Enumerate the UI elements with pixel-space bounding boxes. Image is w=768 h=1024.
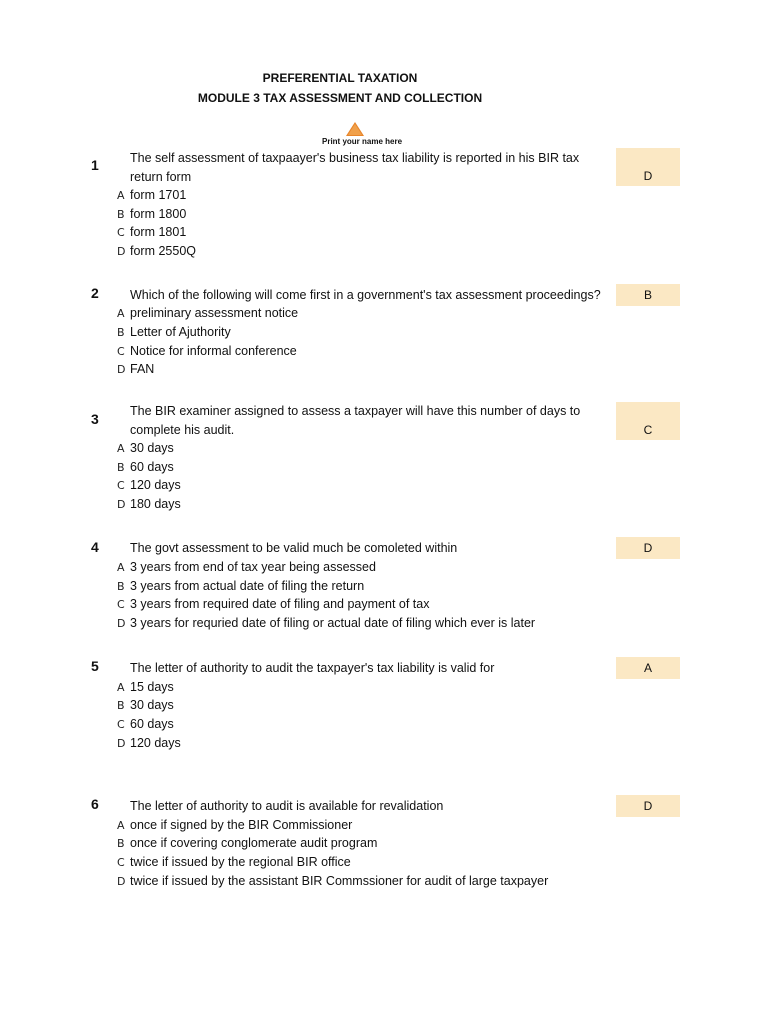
option-letter: B (117, 837, 125, 850)
option-letter: C (117, 226, 125, 239)
answer-cell[interactable]: C (616, 402, 680, 440)
option-text: form 1800 (130, 207, 187, 221)
option-text: Letter of Ajuthority (130, 325, 231, 339)
question-number: 6 (91, 796, 99, 812)
option-letter: A (117, 561, 125, 574)
option-text: 30 days (130, 698, 174, 712)
option-letter: D (117, 875, 126, 888)
option-text: form 2550Q (130, 244, 197, 258)
option-text: 120 days (130, 478, 181, 492)
option-letter: B (117, 461, 125, 474)
option-letter: D (117, 737, 126, 750)
option-letter: C (117, 598, 125, 611)
name-hint-label: Print your name here (322, 137, 403, 146)
module-subtitle: MODULE 3 TAX ASSESSMENT AND COLLECTION (197, 91, 483, 105)
option-letter: D (117, 498, 126, 511)
question-number: 2 (91, 285, 99, 301)
answer-cell[interactable]: D (616, 795, 680, 817)
question-number: 4 (91, 539, 99, 555)
option-text: twice if issued by the regional BIR office (130, 855, 351, 869)
option-letter: A (117, 307, 125, 320)
option-letter: B (117, 326, 125, 339)
question-text: The letter of authority to audit the taxpayer's tax liability is valid for (130, 661, 495, 675)
option-text: 60 days (130, 460, 174, 474)
option-text: 3 years from required date of filing and payment of tax (130, 597, 430, 611)
question-text: The self assessment of taxpaayer's business tax liability is reported in his BIR tax return form (130, 151, 580, 184)
question-text: The govt assessment to be valid much be comoleted within (130, 541, 458, 555)
option-text: FAN (130, 362, 155, 376)
option-letter: A (117, 819, 125, 832)
option-text: Notice for informal conference (130, 344, 297, 358)
answer-cell[interactable]: A (616, 657, 680, 679)
option-letter: D (117, 363, 126, 376)
option-letter: A (117, 442, 125, 455)
question-number: 3 (91, 411, 99, 427)
question-number: 5 (91, 658, 99, 674)
option-letter: C (117, 856, 125, 869)
question-text: The BIR examiner assigned to assess a taxpayer will have this number of days to complete his audit. (130, 404, 581, 437)
question-text: Which of the following will come first in a government's tax assessment proceedings? (130, 288, 601, 302)
option-letter: C (117, 718, 125, 731)
option-text: 120 days (130, 736, 181, 750)
option-text: once if signed by the BIR Commissioner (130, 818, 353, 832)
option-text: 15 days (130, 680, 174, 694)
question-number: 1 (91, 157, 99, 173)
option-letter: B (117, 699, 125, 712)
option-text: once if covering conglomerate audit program (130, 836, 378, 850)
option-text: preliminary assessment notice (130, 306, 299, 320)
option-text: 3 years from end of tax year being assessed (130, 560, 376, 574)
document-title: PREFERENTIAL TAXATION (262, 71, 418, 85)
option-text: form 1801 (130, 225, 187, 239)
option-letter: A (117, 189, 125, 202)
answer-cell[interactable]: D (616, 537, 680, 559)
name-hint[interactable] (322, 122, 403, 146)
option-letter: B (117, 208, 125, 221)
option-text: twice if issued by the assistant BIR Commssioner for audit of large taxpayer (130, 874, 549, 888)
option-letter: B (117, 580, 125, 593)
option-text: 3 years for requried date of filing or actual date of filing which ever is later (130, 616, 536, 630)
option-letter: A (117, 681, 125, 694)
answer-cell[interactable]: B (616, 284, 680, 306)
warning-triangle-icon (346, 122, 364, 136)
answer-cell[interactable]: D (616, 148, 680, 186)
option-letter: D (117, 245, 126, 258)
option-text: 3 years from actual date of filing the return (130, 579, 365, 593)
option-letter: C (117, 479, 125, 492)
option-text: 30 days (130, 441, 174, 455)
option-letter: D (117, 617, 126, 630)
question-text: The letter of authority to audit is available for revalidation (130, 799, 444, 813)
option-letter: C (117, 345, 125, 358)
option-text: 60 days (130, 717, 174, 731)
option-text: form 1701 (130, 188, 187, 202)
option-text: 180 days (130, 497, 181, 511)
